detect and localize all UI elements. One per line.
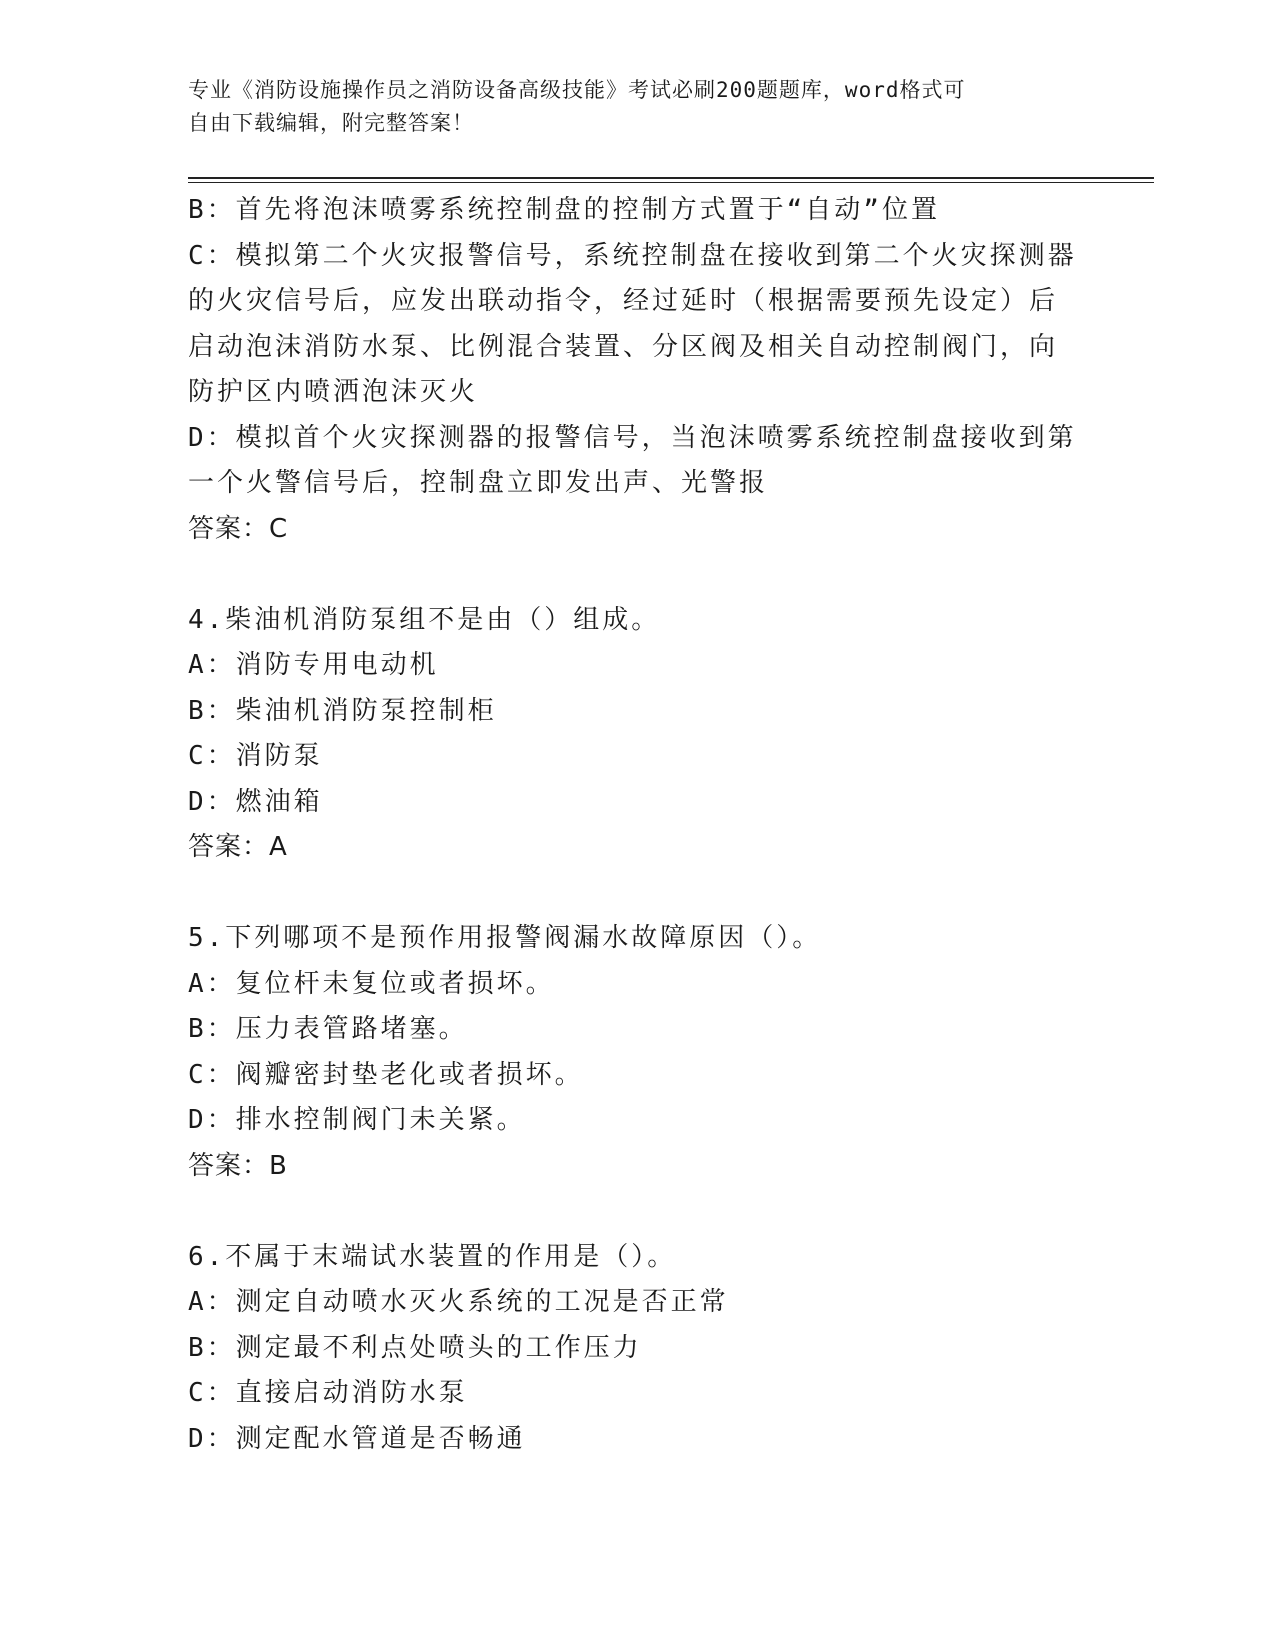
question-4-block [188, 598, 1088, 871]
option-d: D：排水控制阀门未关紧。 [188, 1105, 526, 1135]
answer-label: 答案：B [188, 1150, 288, 1181]
option-b: B：首先将泡沫喷雾系统控制盘的控制方式置于“自动”位置 [188, 195, 940, 225]
answer-label: 答案：A [188, 832, 288, 862]
question-3-block [188, 188, 1088, 552]
option-a: A：复位杆未复位或者损坏。 [188, 968, 555, 999]
spacer [188, 552, 1088, 598]
option-d: D：模拟首个火灾探测器的报警信号，当泡沫喷雾系统控制盘接收到第 [188, 422, 1077, 453]
option-d: D：燃油箱 [188, 786, 323, 817]
question-text: 5.下列哪项不是预作用报警阀漏水故障原因（）。 [188, 923, 822, 953]
header-rule-bottom [188, 182, 1154, 183]
question-content [188, 188, 1088, 1462]
question-text: 4.柴油机消防泵组不是由（）组成。 [188, 604, 661, 635]
option-d: D：测定配水管道是否畅通 [188, 1423, 526, 1454]
question-5-block [188, 916, 1088, 1189]
header-line-2: 自由下载编辑，附完整答案！ [188, 111, 474, 135]
spacer [188, 871, 1088, 917]
spacer [188, 1189, 1088, 1235]
option-c: C：消防泵 [188, 741, 323, 771]
answer-label: 答案：C [188, 513, 289, 544]
option-b: B：压力表管路堵塞。 [188, 1014, 468, 1044]
option-c-cont: 防护区内喷洒泡沫灭火 [188, 377, 479, 407]
header-rule-top [188, 177, 1154, 179]
option-c: C：阀瓣密封垫老化或者损坏。 [188, 1059, 584, 1090]
question-text: 6.不属于末端试水装置的作用是（）。 [188, 1241, 677, 1272]
option-a: A：消防专用电动机 [188, 650, 439, 680]
option-c-cont: 的火灾信号后，应发出联动指令，经过延时（根据需要预先设定）后 [188, 286, 1059, 316]
header-line-1: 专业《消防设施操作员之消防设备高级技能》考试必刷200题题库，word格式可 [188, 78, 966, 102]
document-header [188, 74, 1088, 140]
option-a: A：测定自动喷水灭火系统的工况是否正常 [188, 1287, 729, 1317]
option-c: C：直接启动消防水泵 [188, 1378, 468, 1408]
option-d-cont: 一个火警信号后，控制盘立即发出声、光警报 [188, 468, 769, 498]
option-b: B：柴油机消防泵控制柜 [188, 695, 497, 726]
option-c: C：模拟第二个火灾报警信号，系统控制盘在接收到第二个火灾探测器 [188, 240, 1077, 271]
question-6-block [188, 1235, 1088, 1463]
option-b: B：测定最不利点处喷头的工作压力 [188, 1332, 642, 1363]
option-c-cont: 启动泡沫消防水泵、比例混合装置、分区阀及相关自动控制阀门，向 [188, 331, 1059, 362]
